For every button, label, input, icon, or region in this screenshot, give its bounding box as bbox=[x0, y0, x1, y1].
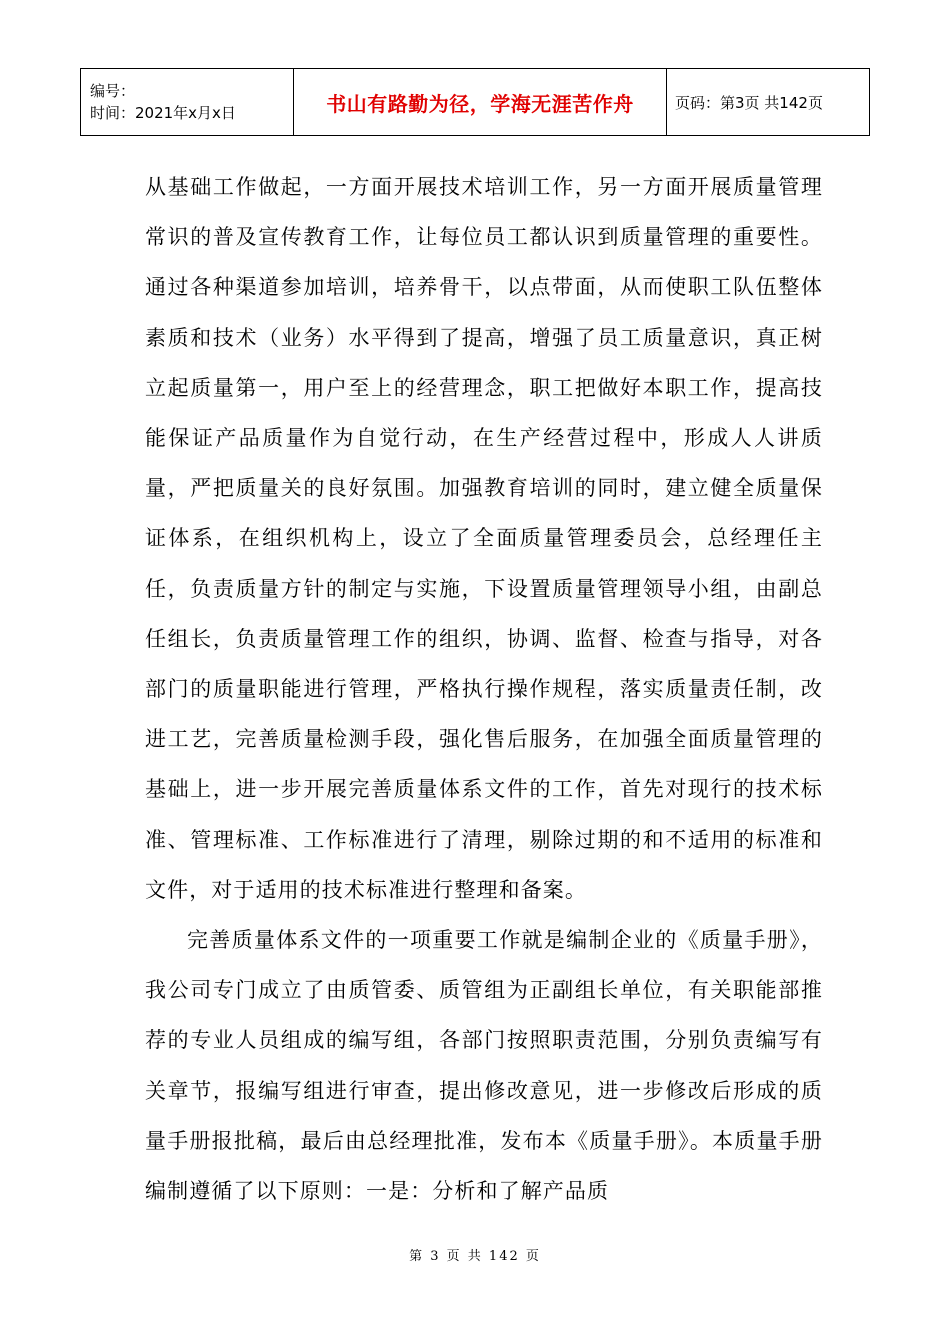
document-body bbox=[145, 162, 823, 1216]
document-number-label: 编号： bbox=[90, 82, 136, 100]
header-page-cell bbox=[667, 69, 870, 136]
document-date-label: 时间：2021年x月x日 bbox=[90, 104, 236, 122]
header-page-info: 页码：第3页 共142页 bbox=[675, 93, 823, 112]
body-paragraph: 从基础工作做起，一方面开展技术培训工作，另一方面开展质量管理常识的普及宣传教育工作，让每位员工都认识到质量管理的重要性。通过各种渠道参加培训，培养骨干，以点带面，从而使职工队伍整体素质和技术（业务）水平得到了提高，增强了员工质量意识，真正树立起质量第一，用户至上的经营理念，职工把做好本职工作，提高技能保证产品质量作为自觉行动，在生产经营过程中，形成人人讲质量，严把质量关的良好氛围。加强教育培训的同时，建立健全质量保证体系，在组织机构上，设立了全面质量管理委员会，总经理任主任，负责质量方针的制定与实施，下设置质量管理领导小组，由副总任组长，负责质量管理工作的组织，协调、监督、检查与指导，对各部门的质量职能进行管理，严格执行操作规程，落实质量责任制，改进工艺，完善质量检测手段，强化售后服务，在加强全面质量管理的基础上，进一步开展完善质量体系文件的工作，首先对现行的技术标准、管理标准、工作标准进行了清理，剔除过期的和不适用的标准和文件，对于适用的技术标准进行整理和备案。 bbox=[145, 175, 823, 902]
header-motto: 书山有路勤为径，学海无涯苦作舟 bbox=[326, 91, 634, 116]
header-table bbox=[80, 68, 870, 136]
body-paragraph: 完善质量体系文件的一项重要工作就是编制企业的《质量手册》，我公司专门成立了由质管委、质管组为正副组长单位，有关职能部推荐的专业人员组成的编写组，各部门按照职责范围，分别负责编写有关章节，报编写组进行审查，提出修改意见，进一步修改后形成的质量手册报批稿，最后由总经理批准，发布本《质量手册》。本质量手册编制遵循了以下原则：一是：分析和了解产品质 bbox=[145, 928, 823, 1204]
header-meta-cell bbox=[81, 69, 294, 136]
header-motto-cell bbox=[294, 69, 667, 136]
page-footer: 第 3 页 共 142 页 bbox=[409, 1249, 541, 1264]
